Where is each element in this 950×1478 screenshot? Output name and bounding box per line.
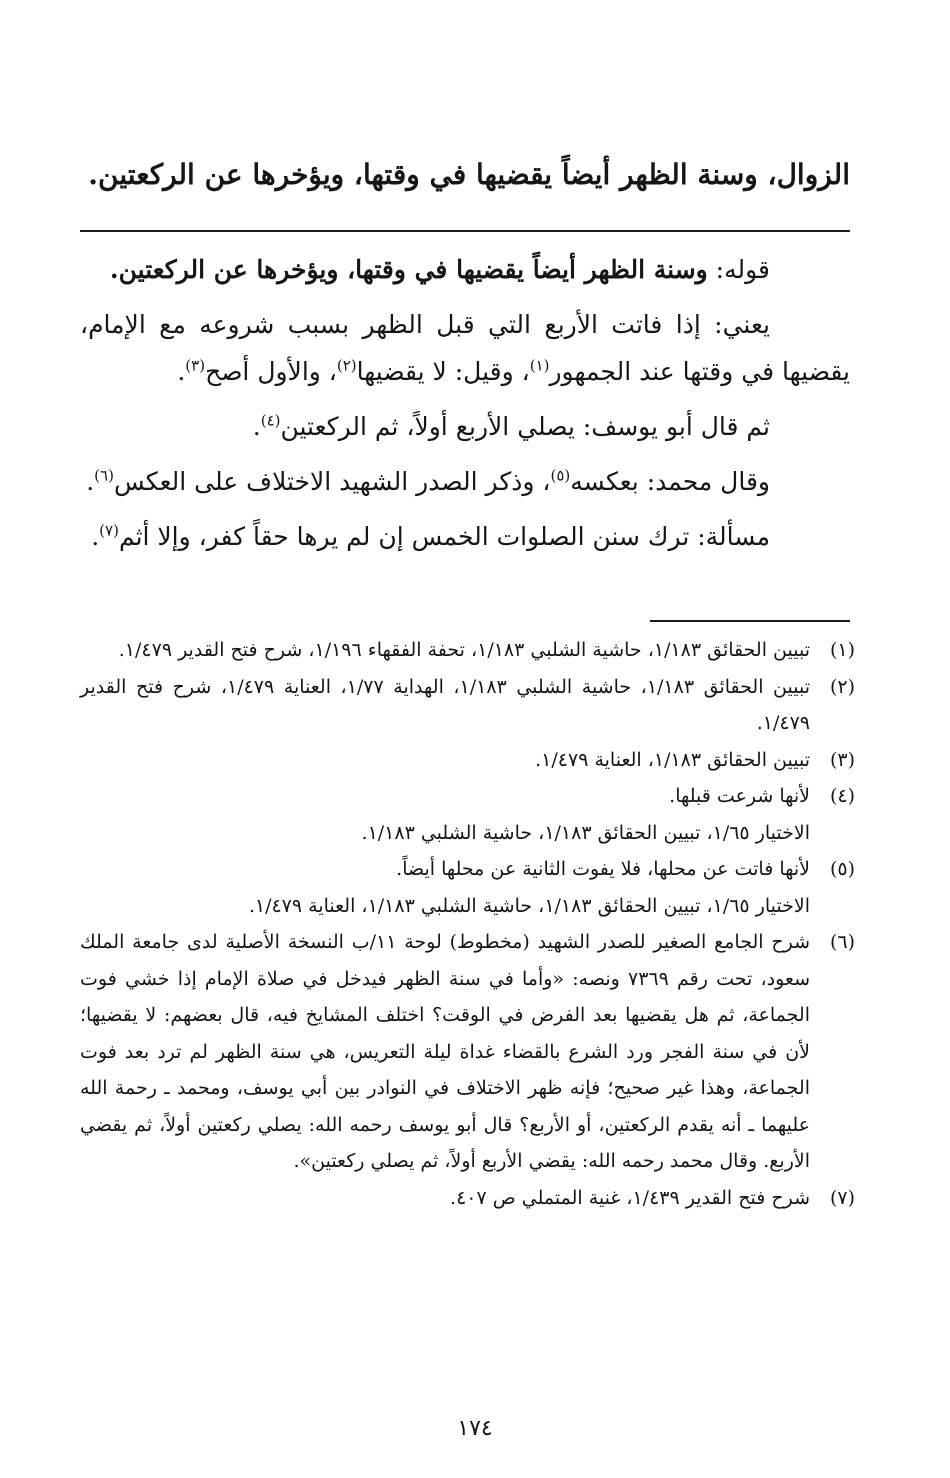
- footnote-number: (٥): [829, 858, 855, 880]
- footnote-separator: [650, 620, 850, 622]
- footnote-text: تبيين الحقائق ١/١٨٣، العناية ١/٤٧٩.: [535, 748, 810, 771]
- footnote-2: [80, 669, 855, 742]
- footnote-source: الاختيار ١/٦٥، تبيين الحقائق ١/١٨٣، حاشية الشلبي ١/١٨٣، العناية ١/٤٧٩.: [248, 894, 810, 917]
- footnote-source: الاختيار ١/٦٥، تبيين الحقائق ١/١٨٣، حاشية الشلبي ١/١٨٣.: [361, 821, 810, 844]
- footnote-ref-6[interactable]: (٦): [94, 466, 114, 485]
- footnote-ref-7[interactable]: (٧): [99, 521, 119, 540]
- footnote-number: (٦): [829, 931, 855, 953]
- footnote-5: [80, 851, 855, 924]
- footnote-ref-4[interactable]: (٤): [260, 411, 281, 430]
- commentary-paragraph-4: وقال محمد: بعكسه$^{(٥)}$، وذكر الصدر الشهيد الاختلاف على العكس$^{(٦)}$.: [86, 466, 770, 496]
- commentary-paragraph-3: ثم قال أبو يوسف: يصلي الأربع أولاً، ثم الركعتين$^{(٤)}$.: [252, 411, 770, 441]
- commentary-paragraph-2: يعني: إذا فاتت الأربع التي قبل الظهر بسبب شروعه مع الإمام، يقضيها في وقتها عند الجمهور$^{(١)}$، وقيل: لا يقضيها$^{(٢)}$، والأول أصح$^{(٣)}$.: [80, 310, 850, 386]
- footnote-number: (٣): [829, 748, 855, 771]
- commentary-paragraph-1: قوله: وسنة الظهر أيضاً يقضيها في وقتها، ويؤخرها عن الركعتين.: [109, 255, 770, 284]
- footnote-ref-1[interactable]: (١): [529, 356, 550, 375]
- footnote-number: (٢): [829, 675, 855, 698]
- footnote-ref-3[interactable]: (٣): [185, 356, 206, 375]
- footnote-text: لأنها فاتت عن محلها، فلا يفوت الثانية عن محلها أيضاً.: [396, 858, 810, 880]
- footnote-text: شرح الجامع الصغير للصدر الشهيد (مخطوط) لوحة ١١/ب النسخة الأصلية لدى جامعة الملك سعود، تحت رقم ٧٣٦٩ ونصه: «وأما في سنة الظهر فيدخل في صلاة الإمام إذا خشي فوت الجماعة، ثم هل يقضيها بعد الفرض في الوقت؟ اختلف المشايخ فيه، قال بعضهم: لا يقضيها؛ لأن في سنة الفجر ورد الشرع بالقضاء غداة ليلة التعريس، هي سنة الظهر لم ترد بعد فوت الجماعة، وهذا غير صحيح؛ فإنه ظهر الاختلاف في النوادر بين أبي يوسف، ومحمد ـ رحمة الله عليهما ـ أنه يقدم الركعتين، أو الأربع؟ قال أبو يوسف رحمه الله: يصلي ركعتين أولاً، ثم يقضي الأربع. وقال محمد رحمه الله: يقضي الأربع أولاً، ثم يصلي ركعتين».: [80, 931, 811, 1172]
- main-text: الزوال، وسنة الظهر أيضاً يقضيها في وقتها، ويؤخرها عن الركعتين.: [88, 158, 850, 191]
- footnote-text: لأنها شرعت قبلها.: [669, 785, 810, 807]
- footnote-6: [80, 924, 855, 1180]
- footnote-ref-5[interactable]: (٥): [550, 466, 571, 485]
- commentary-paragraph-5: مسألة: ترك سنن الصلوات الخمس إن لم يرها حقاً كفر، وإلا أثم$^{(٧)}$.: [91, 521, 770, 551]
- page-number: ١٧٤: [457, 1416, 493, 1441]
- footnote-7: [80, 1180, 855, 1217]
- footnote-text: تبيين الحقائق ١/١٨٣، حاشية الشلبي ١/١٨٣، الهداية ١/٧٧، العناية ١/٤٧٩، شرح فتح القدير ١/٤٧٩.: [80, 675, 810, 734]
- footnote-1: [80, 632, 855, 669]
- footnote-text: تبيين الحقائق ١/١٨٣، حاشية الشلبي ١/١٨٣، تحفة الفقهاء ١/١٩٦، شرح فتح القدير ١/٤٧٩.: [118, 639, 810, 661]
- footnote-ref-2[interactable]: (٢): [336, 356, 357, 375]
- footnotes: [80, 632, 855, 1216]
- footnote-number: (١): [829, 639, 855, 661]
- quoted-main-text: وسنة الظهر أيضاً يقضيها في وقتها، ويؤخرها عن الركعتين.: [109, 255, 708, 284]
- footnote-4: [80, 778, 855, 851]
- main-text-line: [80, 150, 850, 200]
- main-text-separator: [80, 230, 850, 232]
- commentary: [80, 246, 850, 568]
- footnote-3: [80, 742, 855, 779]
- footnote-number: (٤): [829, 785, 855, 807]
- footnote-text: شرح فتح القدير ١/٤٣٩، غنية المتملي ص ٤٠٧.: [450, 1186, 810, 1209]
- footnote-number: (٧): [829, 1186, 855, 1209]
